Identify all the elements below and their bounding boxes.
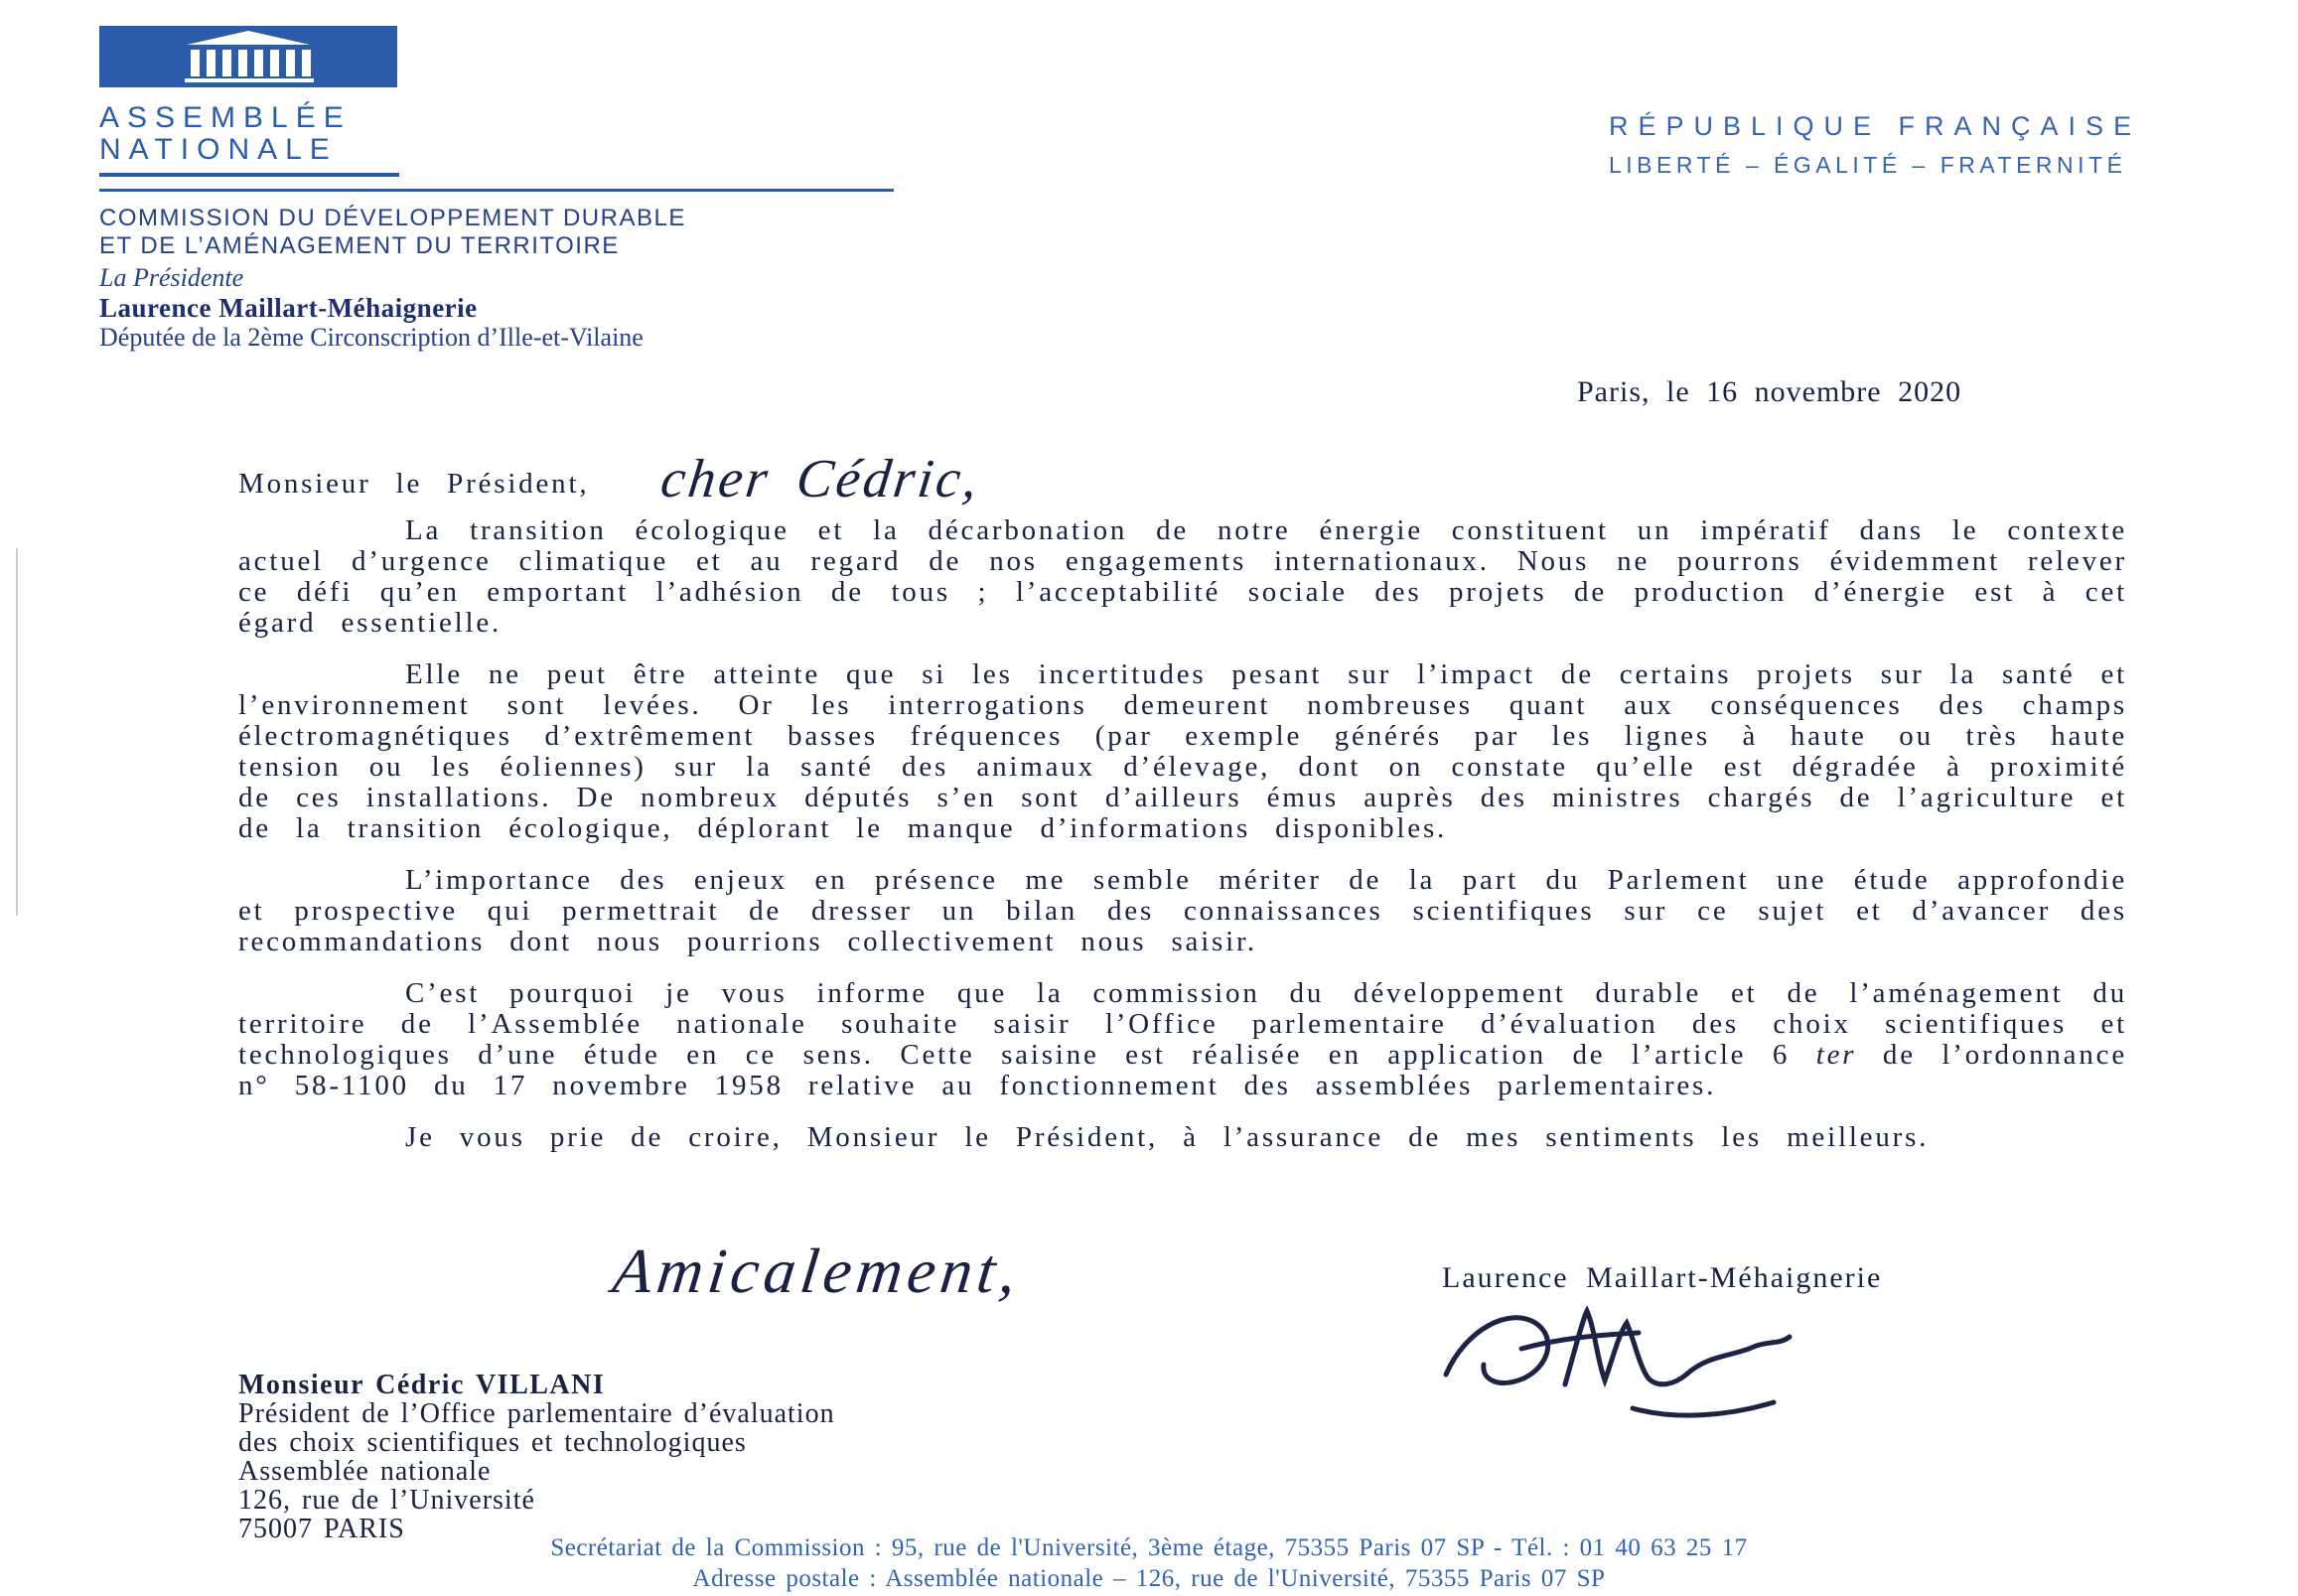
letterhead-logo-block	[99, 26, 399, 177]
recipient-line: 126, rue de l’Université	[238, 1485, 535, 1516]
paragraph-4-after: de l’ordonnance n° 58-1100 du 17 novembre 1958 relative au fonctionnement des assemblées parlementaires.	[238, 1039, 2127, 1101]
recipient-line: Président de l’Office parlementaire d’évaluation	[238, 1398, 835, 1429]
logo-underline-rule	[99, 173, 399, 177]
scan-artifact-line	[16, 548, 18, 916]
handwritten-signature-scribble	[1438, 1289, 1835, 1443]
recipient-block	[238, 1371, 835, 1543]
logo-line-nationale: NATIONALE	[99, 133, 338, 166]
letterhead-rule	[99, 189, 894, 192]
paragraph-1: La transition écologique et la décarbonation de notre énergie constituent un impératif dans le contexte actuel d’urgence climatique et au regard de nos engagements internationaux. Nous ne pourrons évidemment relever ce défi qu’en emportant l’adhésion de tous ; l’acceptabilité sociale des projets de production d’énergie est à cet égard essentielle.	[238, 514, 2127, 639]
sender-name: Laurence Maillart-Méhaignerie	[99, 293, 478, 323]
footer-block	[0, 1532, 2298, 1594]
footer-secretariat-line: Secrétariat de la Commission : 95, rue de l'Université, 3ème étage, 75355 Paris 07 SP - Tél. : 01 40 63 25 17	[550, 1534, 1748, 1561]
paragraph-2: Elle ne peut être atteinte que si les incertitudes pesant sur l’impact de certains projets sur la santé et l’environnement sont levées. Or les interrogations demeurent nombreuses quant aux conséquences des champs électromagnétiques d’extrêmement basses fréquences (par exemple générés par les lignes à haute ou très haute tension ou les éoliennes) sur la santé des animaux d’élevage, dont on constate qu’elle est dégradée à proximité de ces installations. De nombreux députés s’en sont d’ailleurs émus auprès des ministres chargés de l’agriculture et de la transition écologique, déplorant le manque d’informations disponibles.	[238, 658, 2127, 844]
footer-postal-line: Adresse postale : Assemblée nationale – 126, rue de l'Université, 75355 Paris 07 SP	[692, 1565, 1606, 1592]
letter-body	[238, 448, 2127, 1153]
commission-title-line2: ET DE L’AMÉNAGEMENT DU TERRITOIRE	[99, 232, 620, 259]
salutation-row	[238, 448, 2127, 508]
handwritten-salutation: cher Cédric,	[657, 448, 985, 508]
recipient-name: Monsieur Cédric VILLANI	[238, 1370, 606, 1400]
republique-block	[1609, 111, 2141, 179]
devise-line: LIBERTÉ – ÉGALITÉ – FRATERNITÉ	[1609, 152, 2127, 178]
recipient-line: 75007 PARIS	[238, 1514, 405, 1544]
paragraph-3: L’importance des enjeux en présence me semble mériter de la part du Parlement une étude approfondie et prospective qui permettrait de dresser un bilan des connaissances scientifiques sur ce sujet et d’avancer des recommandations dont nous pourrions collectivement nous saisir.	[238, 864, 2127, 957]
paragraph-4-before: C’est pourquoi je vous informe que la commission du développement durable et de l’aménagement du territoire de l’Assemblée nationale souhaite saisir l’Office parlementaire d’évaluation des choix scientifiques et technologiques d’une étude en ce sens. Cette saisine est réalisée en application de l’article 6	[238, 977, 2127, 1071]
commission-title-line1: COMMISSION DU DÉVELOPPEMENT DURABLE	[99, 205, 686, 231]
republique-line: RÉPUBLIQUE FRANÇAISE	[1609, 111, 2142, 141]
commission-block	[99, 205, 686, 353]
paragraph-4	[238, 978, 2127, 1101]
recipient-line: des choix scientifiques et technologiques	[238, 1427, 747, 1458]
logo-wordmark	[99, 102, 399, 166]
assemblee-nationale-building-icon	[99, 26, 397, 87]
recipient-line: Assemblée nationale	[238, 1456, 492, 1487]
paragraph-4-italic-word: ter	[1815, 1039, 1857, 1071]
sender-title: Députée de la 2ème Circonscription d’Ille-et-Vilaine	[99, 323, 644, 352]
handwritten-closing: Amicalement,	[609, 1235, 1026, 1306]
signer-name: Laurence Maillart-Méhaignerie	[1442, 1261, 1883, 1294]
logo-line-assemblee: ASSEMBLÉE	[99, 101, 352, 134]
sender-role: La Présidente	[99, 263, 244, 292]
paragraph-5: Je vous prie de croire, Monsieur le Président, à l’assurance de mes sentiments les meilleurs.	[405, 1121, 1930, 1153]
salutation: Monsieur le Président,	[238, 468, 590, 500]
date-line: Paris, le 16 novembre 2020	[1577, 375, 1962, 408]
